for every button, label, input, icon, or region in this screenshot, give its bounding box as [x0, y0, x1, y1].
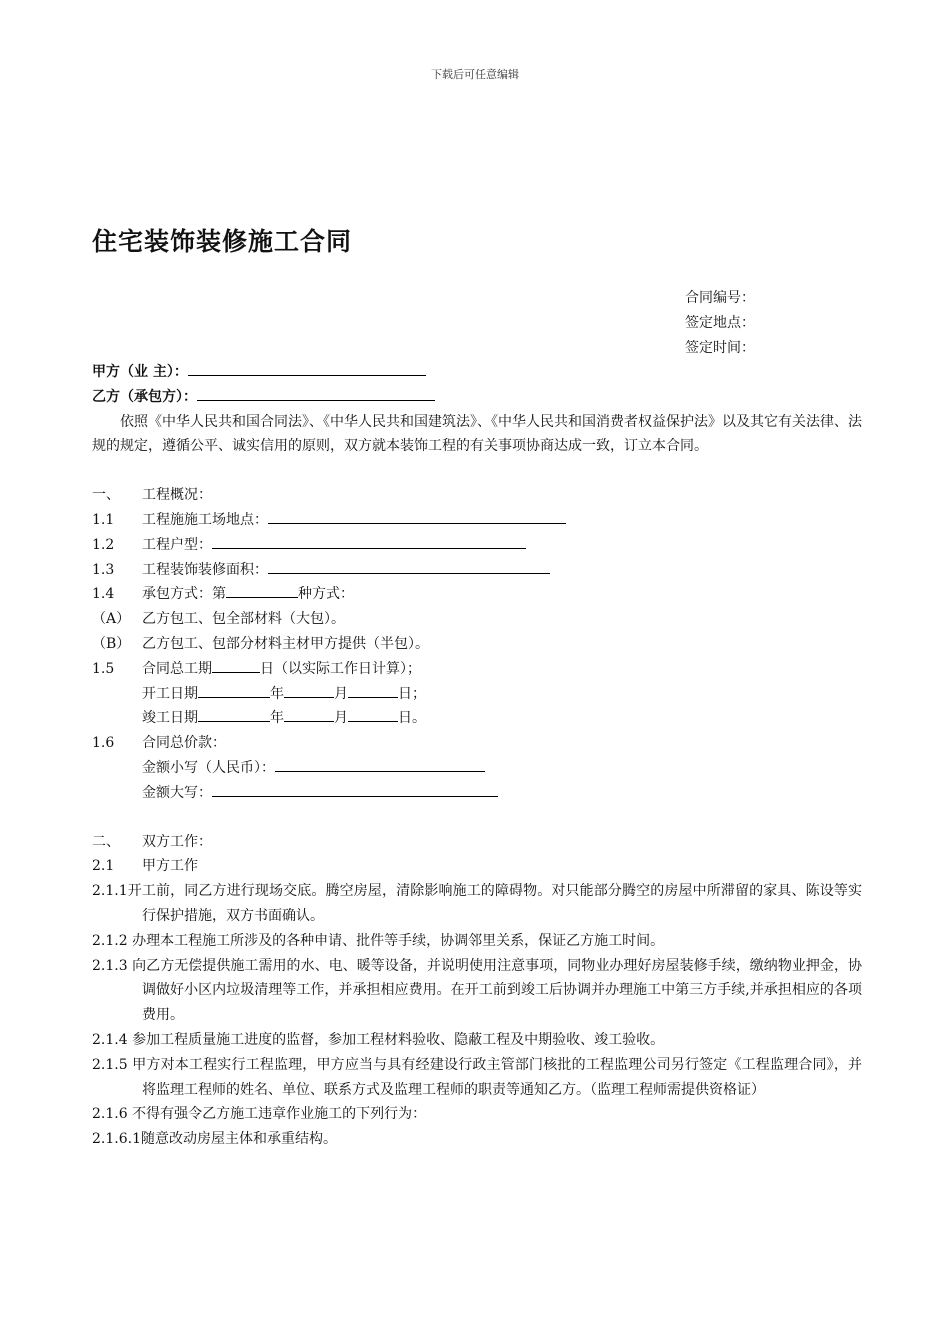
- day-label: 日。: [398, 710, 426, 727]
- end-day-blank[interactable]: [348, 706, 398, 722]
- contract-mode-blank[interactable]: [226, 582, 298, 598]
- item-number: 2.1.3: [92, 957, 128, 974]
- item-number: 2.1.5: [92, 1056, 128, 1073]
- item-text: 承包方式：第: [142, 586, 226, 603]
- item-2-1: [92, 854, 862, 879]
- end-date-label: 竣工日期: [142, 710, 198, 727]
- item-text: 工程施施工场地点：: [142, 511, 268, 528]
- contract-meta: [685, 286, 755, 361]
- party-b-line: [92, 385, 862, 410]
- item-text: 合同总工期: [142, 660, 212, 677]
- preamble-paragraph: 依照《中华人民共和国合同法》、《中华人民共和国建筑法》、《中华人民共和国消费者权益保护法》以及其它有关法律、法规的规定，遵循公平、诚实信用的原则，双方就本装饰工程的有关事项协商达成一致，订立本合同。: [92, 413, 862, 455]
- contract-title: 住宅装饰装修施工合同: [92, 227, 353, 256]
- item-1-5: [92, 657, 862, 682]
- item-1-1: [92, 508, 862, 533]
- amount-small-label: 金额小写（人民币）：: [142, 759, 275, 776]
- party-b-blank[interactable]: [197, 385, 435, 401]
- day-label: 日；: [398, 685, 426, 702]
- item-text: 不得有强令乙方施工违章作业施工的下列行为：: [132, 1106, 427, 1123]
- option-text: 乙方包工、包部分材料主材甲方提供（半包）。: [142, 635, 429, 652]
- amount-big-line: [92, 781, 862, 806]
- sign-place-label: 签定地点：: [685, 315, 755, 331]
- party-b-label: 乙方（承包方）：: [92, 388, 197, 405]
- item-2-1-4: [92, 1028, 862, 1053]
- end-date-line: [92, 706, 862, 731]
- item-text: 甲方对本工程实行工程监理，甲方应当与具有经建设行政主管部门核批的工程监理公司另行签定《工程监理合同》，并将监理工程师的姓名、单位、联系方式及监理工程师的职责等通知乙方。（监理工程师需提供资格证）: [132, 1056, 862, 1098]
- contract-number-label: 合同编号：: [685, 290, 755, 306]
- section-1-title: 工程概况：: [142, 487, 212, 504]
- item-text: 种方式：: [298, 586, 354, 603]
- amount-big-label: 金额大写：: [142, 784, 212, 801]
- item-number: 1.3: [92, 561, 115, 578]
- start-day-blank[interactable]: [348, 682, 398, 698]
- item-number: 2.1.1: [92, 883, 128, 900]
- option-label: （A）: [92, 611, 131, 628]
- item-number: 2.1.2: [92, 932, 128, 949]
- option-label: （B）: [92, 635, 131, 652]
- amount-small-line: [92, 756, 862, 781]
- item-2-1-6: [92, 1102, 862, 1127]
- amount-big-blank[interactable]: [212, 781, 498, 797]
- item-number: 1.4: [92, 586, 115, 603]
- item-text: 参加工程质量施工进度的监督，参加工程材料验收、隐蔽工程及中期验收、竣工验收。: [132, 1031, 665, 1048]
- party-a-blank[interactable]: [188, 360, 426, 376]
- year-label: 年: [270, 710, 284, 727]
- house-type-blank[interactable]: [212, 533, 526, 549]
- option-text: 乙方包工、包全部材料（大包）。: [142, 611, 345, 628]
- item-2-1-6-1: [92, 1127, 862, 1152]
- item-1-2: [92, 533, 862, 558]
- item-2-1-3: [92, 954, 862, 1028]
- item-number: 1.1: [92, 511, 115, 528]
- item-text: 办理本工程施工所涉及的各种申请、批件等手续，协调邻里关系，保证乙方施工时间。: [132, 932, 665, 949]
- item-text: 开工前，同乙方进行现场交底。腾空房屋，清除影响施工的障碍物。对只能部分腾空的房屋中所滞留的家具、陈设等实行保护措施，双方书面确认。: [127, 883, 862, 924]
- start-date-line: [92, 682, 862, 707]
- sign-time-label: 签定时间：: [685, 340, 755, 356]
- end-year-blank[interactable]: [198, 706, 270, 722]
- year-label: 年: [270, 685, 284, 702]
- item-number: 2.1.6.1: [92, 1131, 141, 1148]
- end-month-blank[interactable]: [284, 706, 334, 722]
- item-text: 甲方工作: [142, 858, 198, 875]
- option-a: [92, 607, 862, 632]
- item-text: 日（以实际工作日计算）；: [260, 660, 421, 677]
- start-date-label: 开工日期: [142, 685, 198, 702]
- section-1-number: 一、: [92, 487, 120, 504]
- site-location-blank[interactable]: [268, 508, 566, 524]
- item-text: 向乙方无偿提供施工需用的水、电、暖等设备，并说明使用注意事项，同物业办理好房屋装修手续，缴纳物业押金，协调做好小区内垃圾清理等工作，并承担相应费用。在开工前到竣工后协调并办理施工中第三方手续,并承担相应的各项费用。: [132, 957, 863, 1024]
- month-label: 月: [334, 710, 348, 727]
- party-a-label: 甲方（业 主）：: [92, 364, 188, 380]
- header-note: 下载后可任意编辑: [431, 68, 519, 81]
- item-number: 2.1.4: [92, 1031, 128, 1048]
- section-2-number: 二、: [92, 833, 120, 850]
- month-label: 月: [334, 685, 348, 702]
- duration-blank[interactable]: [212, 657, 260, 673]
- start-month-blank[interactable]: [284, 682, 334, 698]
- item-number: 1.5: [92, 660, 115, 677]
- section-2-heading: [92, 830, 862, 855]
- section-1-heading: [92, 483, 862, 508]
- item-text: 合同总价款：: [142, 735, 226, 752]
- party-a-line: [92, 360, 862, 385]
- item-number: 1.2: [92, 536, 115, 553]
- item-2-1-2: [92, 929, 862, 954]
- item-number: 1.6: [92, 735, 115, 752]
- item-text: 工程户型：: [142, 536, 212, 553]
- item-number: 2.1.6: [92, 1106, 128, 1123]
- item-1-6: [92, 731, 862, 756]
- contract-body: [92, 360, 862, 1152]
- area-blank[interactable]: [268, 558, 550, 574]
- item-text: 随意改动房屋主体和承重结构。: [140, 1131, 337, 1148]
- item-2-1-5: [92, 1053, 862, 1103]
- amount-small-blank[interactable]: [275, 756, 485, 772]
- option-b: [92, 632, 862, 657]
- start-year-blank[interactable]: [198, 682, 270, 698]
- item-number: 2.1: [92, 858, 115, 875]
- item-2-1-1: [92, 879, 862, 929]
- item-text: 工程装饰装修面积：: [142, 561, 268, 578]
- section-2-title: 双方工作：: [142, 833, 212, 850]
- item-1-3: [92, 558, 862, 583]
- item-1-4: [92, 582, 862, 607]
